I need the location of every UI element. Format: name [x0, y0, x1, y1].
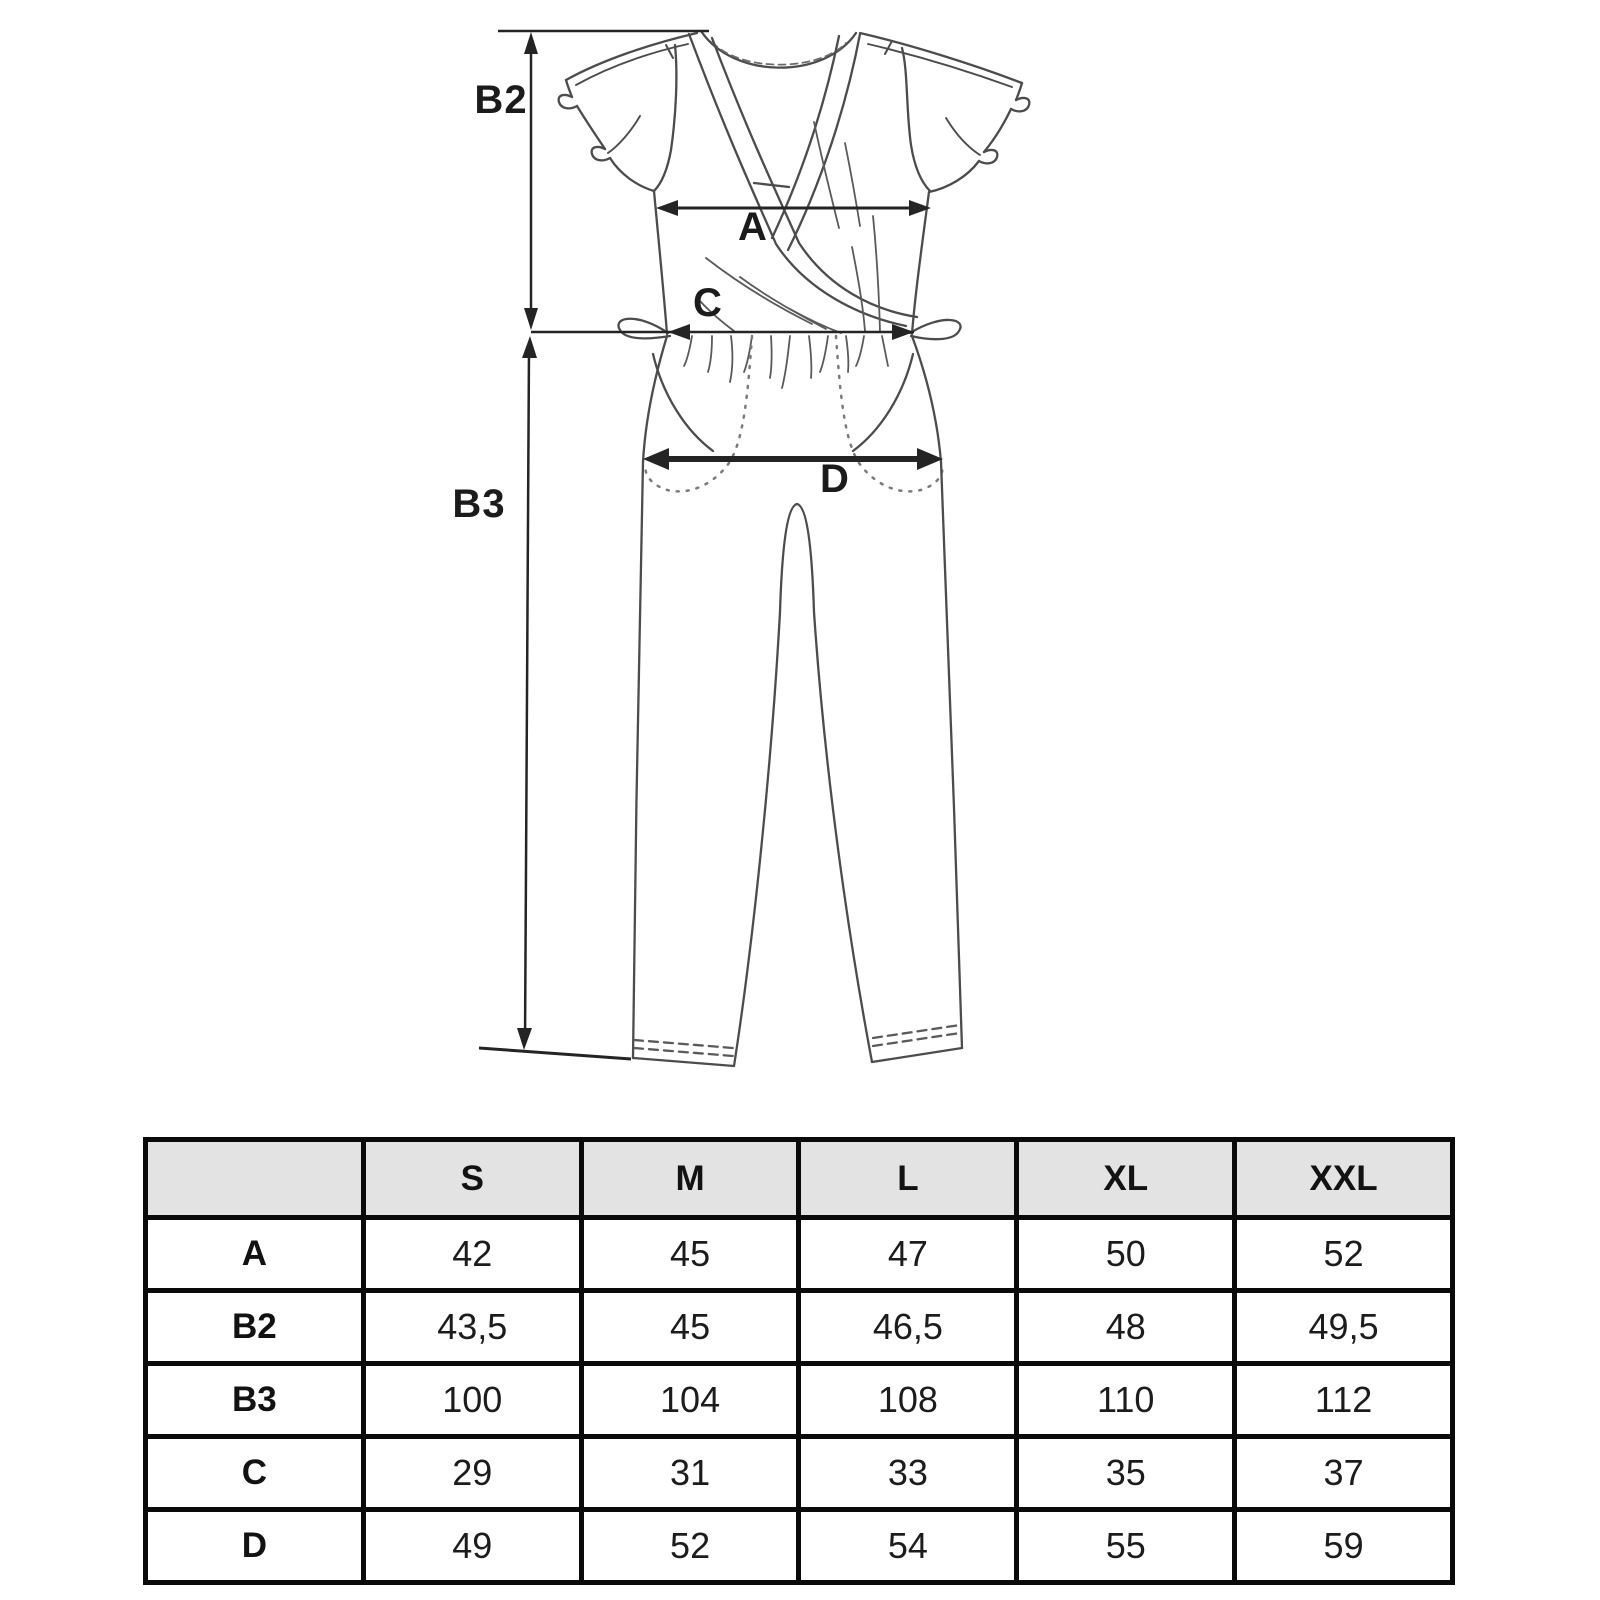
bodice-drape-lines — [700, 122, 880, 333]
measure-b3-arrow — [479, 336, 631, 1059]
measure-d-arrow — [643, 448, 943, 470]
cell-value: 112 — [1235, 1364, 1453, 1437]
table-row — [146, 1510, 1453, 1583]
header-cell-l: L — [799, 1140, 1017, 1218]
cell-value: 45 — [581, 1218, 799, 1291]
size-table-header — [146, 1140, 1453, 1218]
row-label: B3 — [146, 1364, 364, 1437]
measurement-arrows — [479, 31, 943, 1059]
cell-value: 45 — [581, 1291, 799, 1364]
cell-value: 47 — [799, 1218, 1017, 1291]
measure-label-d: D — [820, 457, 850, 501]
measure-label-b2: B2 — [474, 78, 528, 122]
cell-value: 49 — [363, 1510, 581, 1583]
hem-stitch-lines — [634, 1025, 960, 1056]
row-label: B2 — [146, 1291, 364, 1364]
pocket-opening-right — [853, 354, 913, 451]
measure-a-arrow — [656, 200, 931, 216]
cell-value: 29 — [363, 1437, 581, 1510]
header-cell-xl: XL — [1017, 1140, 1235, 1218]
measure-c-and-waist-line — [531, 324, 914, 340]
table-row — [146, 1291, 1453, 1364]
cell-value: 35 — [1017, 1437, 1235, 1510]
cell-value: 46,5 — [799, 1291, 1017, 1364]
pocket-bag-dotted — [646, 336, 943, 491]
measure-label-b3: B3 — [452, 482, 506, 526]
cell-value: 37 — [1235, 1437, 1453, 1510]
cell-value: 42 — [363, 1218, 581, 1291]
cell-value: 31 — [581, 1437, 799, 1510]
header-cell-s: S — [363, 1140, 581, 1218]
measure-label-a: A — [738, 205, 768, 249]
cell-value: 55 — [1017, 1510, 1235, 1583]
size-table — [143, 1137, 1455, 1585]
row-label: A — [146, 1218, 364, 1291]
cell-value: 50 — [1017, 1218, 1235, 1291]
header-cell-xxl: XXL — [1235, 1140, 1453, 1218]
row-label: D — [146, 1510, 364, 1583]
cell-value: 108 — [799, 1364, 1017, 1437]
pocket-opening-left — [653, 354, 713, 451]
cell-value: 104 — [581, 1364, 799, 1437]
cell-value: 33 — [799, 1437, 1017, 1510]
garment-outline — [559, 31, 1030, 1066]
table-row — [146, 1364, 1453, 1437]
cell-value: 48 — [1017, 1291, 1235, 1364]
cell-value: 59 — [1235, 1510, 1453, 1583]
header-cell-m: M — [581, 1140, 799, 1218]
table-row — [146, 1437, 1453, 1510]
waist-tie-left — [618, 319, 670, 339]
waist-tie-right — [910, 320, 961, 339]
cell-value: 52 — [1235, 1218, 1453, 1291]
cell-value: 52 — [581, 1510, 799, 1583]
cell-value: 54 — [799, 1510, 1017, 1583]
cell-value: 100 — [363, 1364, 581, 1437]
row-label: C — [146, 1437, 364, 1510]
cell-value: 49,5 — [1235, 1291, 1453, 1364]
collar-stitch-line — [712, 42, 846, 65]
cell-value: 43,5 — [363, 1291, 581, 1364]
cell-value: 110 — [1017, 1364, 1235, 1437]
waist-gathers — [684, 336, 888, 388]
measure-label-c: C — [693, 281, 723, 325]
table-row — [146, 1218, 1453, 1291]
header-cell-empty — [146, 1140, 364, 1218]
